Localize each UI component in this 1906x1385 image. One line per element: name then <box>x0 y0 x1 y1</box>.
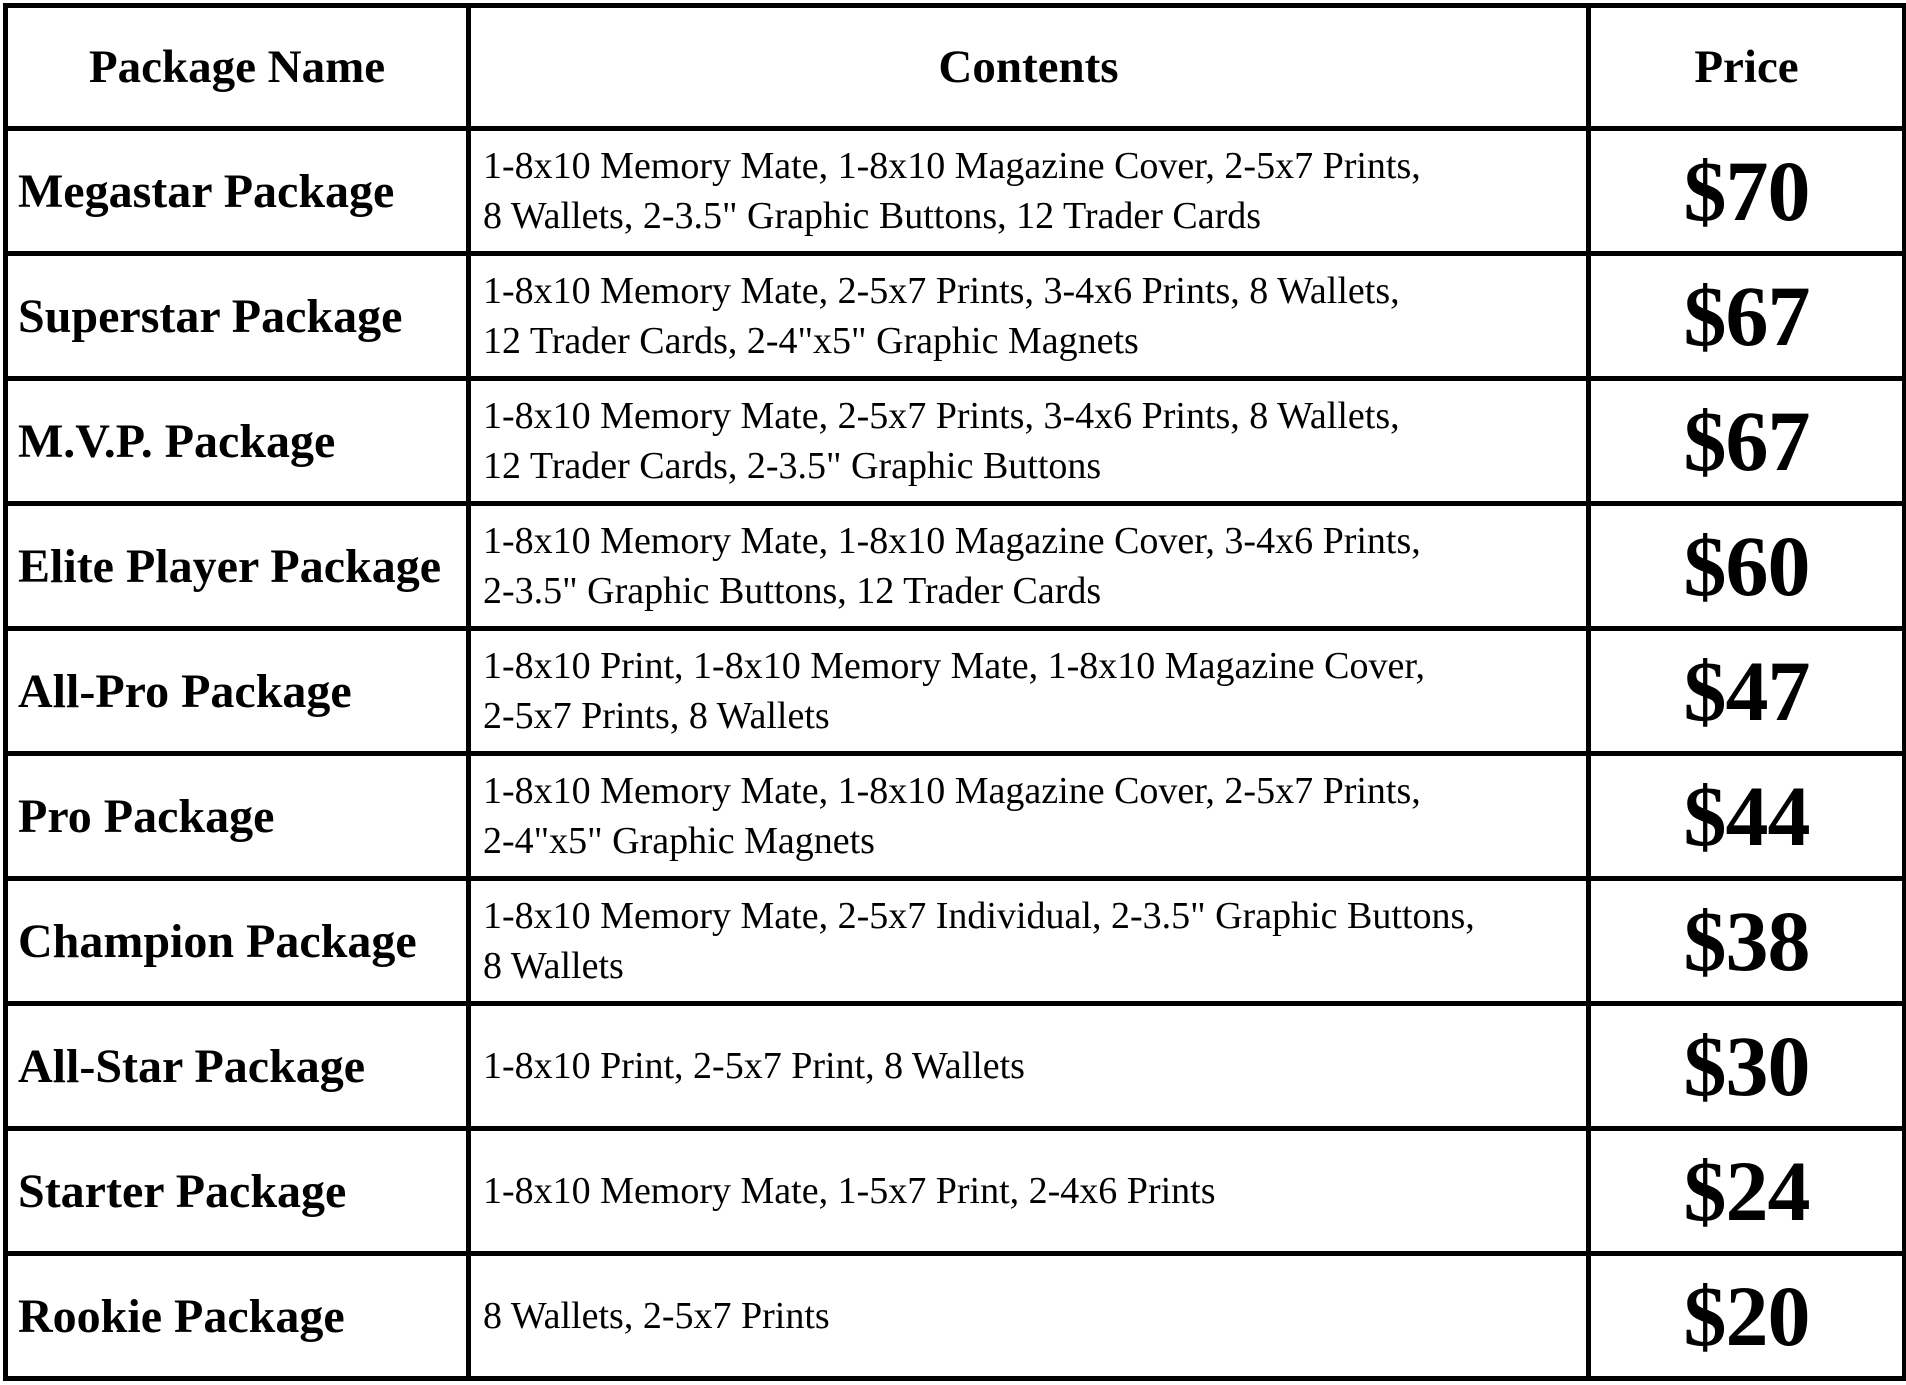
package-contents <box>469 254 1589 379</box>
contents-line: 8 Wallets, 2-5x7 Prints <box>483 1295 830 1337</box>
table-row <box>6 754 1905 879</box>
contents-line: 2-4"x5" Graphic Magnets <box>483 820 875 862</box>
package-price: $60 <box>1589 504 1905 629</box>
package-name: Champion Package <box>6 879 469 1004</box>
package-contents <box>469 1129 1589 1254</box>
contents-line: 1-8x10 Memory Mate, 1-8x10 Magazine Cover, 2-5x7 Prints, <box>483 770 1421 812</box>
package-contents <box>469 879 1589 1004</box>
table-row <box>6 1129 1905 1254</box>
package-price: $47 <box>1589 629 1905 754</box>
package-contents <box>469 504 1589 629</box>
contents-line: 8 Wallets, 2-3.5" Graphic Buttons, 12 Trader Cards <box>483 195 1262 237</box>
header-price: Price <box>1589 6 1905 129</box>
package-price: $67 <box>1589 379 1905 504</box>
contents-line: 1-8x10 Memory Mate, 1-5x7 Print, 2-4x6 Prints <box>483 1170 1216 1212</box>
contents-line: 1-8x10 Memory Mate, 2-5x7 Prints, 3-4x6 Prints, 8 Wallets, <box>483 395 1400 437</box>
package-price: $20 <box>1589 1254 1905 1379</box>
contents-line: 1-8x10 Print, 1-8x10 Memory Mate, 1-8x10 Magazine Cover, <box>483 645 1425 687</box>
contents-line: 1-8x10 Memory Mate, 1-8x10 Magazine Cover, 2-5x7 Prints, <box>483 145 1421 187</box>
package-price: $70 <box>1589 129 1905 254</box>
package-price: $38 <box>1589 879 1905 1004</box>
package-name: Starter Package <box>6 1129 469 1254</box>
package-contents <box>469 1254 1589 1379</box>
header-package-name: Package Name <box>6 6 469 129</box>
package-name: All-Pro Package <box>6 629 469 754</box>
table-row <box>6 1254 1905 1379</box>
contents-line: 12 Trader Cards, 2-3.5" Graphic Buttons <box>483 445 1102 487</box>
table-row <box>6 129 1905 254</box>
table-header <box>6 6 1905 129</box>
table-row <box>6 629 1905 754</box>
package-contents <box>469 1004 1589 1129</box>
package-name: Elite Player Package <box>6 504 469 629</box>
table-row <box>6 1004 1905 1129</box>
package-price: $24 <box>1589 1129 1905 1254</box>
table-body <box>6 129 1905 1379</box>
package-contents <box>469 754 1589 879</box>
contents-line: 12 Trader Cards, 2-4"x5" Graphic Magnets <box>483 320 1139 362</box>
contents-line: 8 Wallets <box>483 945 624 987</box>
table-row <box>6 379 1905 504</box>
contents-line: 2-3.5" Graphic Buttons, 12 Trader Cards <box>483 570 1102 612</box>
package-name: Megastar Package <box>6 129 469 254</box>
package-contents <box>469 129 1589 254</box>
package-name: Rookie Package <box>6 1254 469 1379</box>
table-row <box>6 879 1905 1004</box>
package-name: Superstar Package <box>6 254 469 379</box>
package-price: $44 <box>1589 754 1905 879</box>
header-row <box>6 6 1905 129</box>
contents-line: 2-5x7 Prints, 8 Wallets <box>483 695 830 737</box>
header-contents: Contents <box>469 6 1589 129</box>
contents-line: 1-8x10 Memory Mate, 2-5x7 Individual, 2-3.5" Graphic Buttons, <box>483 895 1475 937</box>
package-pricing-table <box>3 3 1906 1381</box>
contents-line: 1-8x10 Memory Mate, 1-8x10 Magazine Cover, 3-4x6 Prints, <box>483 520 1421 562</box>
package-name: M.V.P. Package <box>6 379 469 504</box>
table-row <box>6 254 1905 379</box>
contents-line: 1-8x10 Print, 2-5x7 Print, 8 Wallets <box>483 1045 1025 1087</box>
contents-line: 1-8x10 Memory Mate, 2-5x7 Prints, 3-4x6 Prints, 8 Wallets, <box>483 270 1400 312</box>
package-price: $30 <box>1589 1004 1905 1129</box>
package-name: Pro Package <box>6 754 469 879</box>
table-row <box>6 504 1905 629</box>
package-price: $67 <box>1589 254 1905 379</box>
package-contents <box>469 379 1589 504</box>
package-name: All-Star Package <box>6 1004 469 1129</box>
package-contents <box>469 629 1589 754</box>
